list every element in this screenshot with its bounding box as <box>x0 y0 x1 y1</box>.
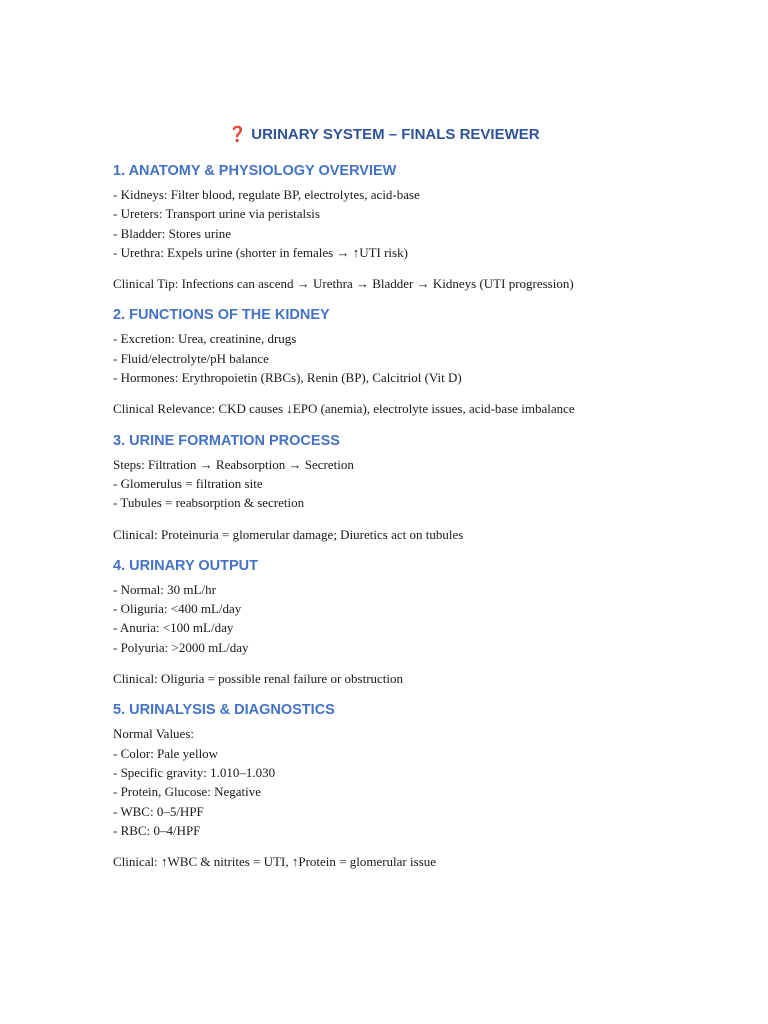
list-item: - Oliguria: <400 mL/day <box>113 601 242 617</box>
list-item: - RBC: 0–4/HPF <box>113 822 201 838</box>
clinical-note: Clinical: Proteinuria = glomerular damage; Diuretics act on tubules <box>113 526 464 542</box>
section-urine-formation <box>113 431 713 544</box>
section-urinary-output <box>113 556 713 688</box>
list-item: - Ureters: Transport urine via peristalsis <box>113 206 320 222</box>
list-item: - Glomerulus = filtration site <box>113 475 263 491</box>
section-kidney-functions <box>113 305 713 418</box>
section-heading: 4. URINARY OUTPUT <box>113 557 259 574</box>
section-heading: 1. ANATOMY & PHYSIOLOGY OVERVIEW <box>113 163 397 179</box>
list-item: - Polyuria: >2000 mL/day <box>113 639 249 655</box>
list-item: - Urethra: Expels urine (shorter in females → ↑UTI risk) <box>113 244 408 260</box>
list-item: - Color: Pale yellow <box>113 745 219 761</box>
list-item: - Normal: 30 mL/hr <box>113 581 216 597</box>
list-item: - Kidneys: Filter blood, regulate BP, electrolytes, acid-base <box>113 187 420 202</box>
section-heading: 3. URINE FORMATION PROCESS <box>113 432 340 449</box>
list-item: Normal Values: <box>113 726 194 742</box>
clinical-note: Clinical: Oliguria = possible renal failure or obstruction <box>113 671 404 687</box>
section-heading: 5. URINALYSIS & DIAGNOSTICS <box>113 702 335 719</box>
list-item: - Bladder: Stores urine <box>113 225 232 241</box>
section-urinalysis <box>113 700 713 871</box>
list-item: - Protein, Glucose: Negative <box>113 784 262 800</box>
clinical-note: Clinical Relevance: CKD causes ↓EPO (anemia), electrolyte issues, acid-base imbalance <box>113 401 575 417</box>
clinical-note: Clinical: ↑WBC & nitrites = UTI, ↑Protein = glomerular issue <box>113 854 437 870</box>
list-item: - Excretion: Urea, creatinine, drugs <box>113 331 297 347</box>
document-body <box>113 161 713 871</box>
list-item: - WBC: 0–5/HPF <box>113 803 204 819</box>
list-item: - Hormones: Erythropoietin (RBCs), Renin (BP), Calcitriol (Vit D) <box>113 370 462 386</box>
list-item: Steps: Filtration → Reabsorption → Secretion <box>113 456 354 472</box>
clinical-note: Clinical Tip: Infections can ascend → Urethra → Bladder → Kidneys (UTI progression) <box>113 276 574 292</box>
section-anatomy <box>113 161 713 293</box>
list-item: - Specific gravity: 1.010–1.030 <box>113 764 276 780</box>
document-title: ❓ URINARY SYSTEM – FINALS REVIEWER <box>228 126 540 143</box>
list-item: - Anuria: <100 mL/day <box>113 620 234 636</box>
list-item: - Fluid/electrolyte/pH balance <box>113 350 269 366</box>
section-heading: 2. FUNCTIONS OF THE KIDNEY <box>113 307 330 324</box>
list-item: - Tubules = reabsorption & secretion <box>113 495 305 511</box>
